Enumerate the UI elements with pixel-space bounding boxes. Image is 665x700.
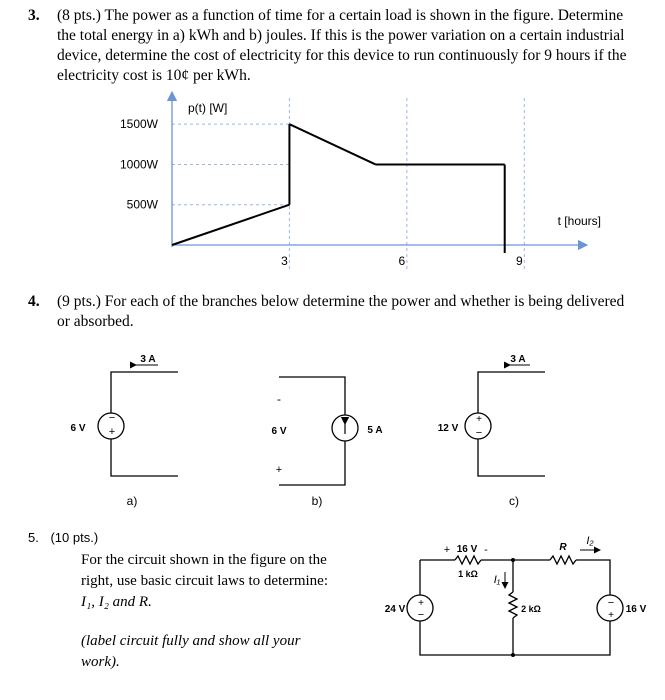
problem-text-line: the total energy in a) kWh and b) joules. If this is the power variation on a certain industrial bbox=[57, 27, 625, 44]
power-segment bbox=[172, 205, 289, 245]
node-dot bbox=[511, 558, 515, 562]
current-label: 3 A bbox=[510, 354, 526, 365]
problem-number: 4. bbox=[28, 293, 40, 310]
voltage-label: 6 V bbox=[271, 426, 287, 437]
chart-labels bbox=[120, 101, 601, 268]
y-tick-label: 1000W bbox=[119, 157, 158, 172]
source-24v-label: 24 V bbox=[384, 604, 406, 615]
voltage-label: 6 V bbox=[70, 423, 86, 434]
y-tick-label: 500W bbox=[126, 197, 158, 212]
minus-sign: - bbox=[277, 392, 281, 406]
source-label: 5 A bbox=[367, 425, 383, 436]
x-tick-label: 3 bbox=[281, 254, 288, 268]
problem-text-line: right, use basic circuit laws to determine: bbox=[81, 573, 329, 589]
resistor-1k-label: 1 kΩ bbox=[458, 569, 478, 579]
problem-number: 5. bbox=[28, 530, 39, 545]
current-i2-label: I₂ bbox=[586, 535, 594, 547]
plus-sign: + bbox=[476, 414, 482, 425]
x-axis-label: t [hours] bbox=[557, 214, 601, 228]
node-dot bbox=[511, 653, 515, 657]
plus-sign: + bbox=[443, 544, 451, 556]
plus-sign: + bbox=[608, 610, 614, 621]
source-16v-label: 16 V bbox=[625, 604, 647, 615]
branch-circuits bbox=[0, 345, 665, 515]
caption-a: a) bbox=[126, 494, 138, 508]
minus-sign: − bbox=[607, 597, 615, 609]
circuit-b bbox=[279, 377, 358, 485]
problem-note-line: (label circuit fully and show all your bbox=[81, 633, 301, 649]
plus-sign: + bbox=[275, 464, 283, 476]
chart-grid bbox=[172, 98, 524, 270]
y-axis-label: p(t) [W] bbox=[188, 101, 228, 115]
plus-sign: + bbox=[108, 426, 116, 438]
problem-text-line: or absorbed. bbox=[57, 313, 134, 330]
resistor-voltage-label: 16 V bbox=[456, 544, 478, 555]
current-i1-label: I₁ bbox=[493, 574, 501, 586]
problem-5-circuit bbox=[0, 520, 665, 700]
resistor-2k bbox=[509, 592, 517, 618]
current-label: 3 A bbox=[140, 354, 156, 365]
minus-sign: − bbox=[417, 609, 425, 621]
resistor-1k bbox=[455, 556, 481, 564]
y-tick-label: 1500W bbox=[119, 117, 158, 132]
problem-text-line: I₁, I₂ and R. bbox=[81, 594, 152, 610]
plus-sign: + bbox=[418, 598, 424, 609]
problem-text-line: (8 pts.) The power as a function of time for a certain load is shown in the figure. Determine bbox=[57, 7, 624, 24]
minus-sign: − bbox=[108, 412, 116, 424]
problem-note-line: work). bbox=[81, 654, 120, 670]
x-tick-label: 9 bbox=[515, 254, 523, 268]
resistor-r bbox=[550, 556, 576, 564]
problem-text-line: electricity cost is 10¢ per kWh. bbox=[57, 67, 251, 84]
resistor-2k-label: 2 kΩ bbox=[521, 604, 541, 614]
caption-c: c) bbox=[509, 494, 519, 508]
problem-text-line: device, determine the cost of electricity for this device to run continuously for 9 hours if the bbox=[57, 47, 627, 64]
minus-sign: − bbox=[475, 427, 483, 439]
problem-text-line: (9 pts.) For each of the branches below determine the power and whether is being delivered bbox=[57, 293, 625, 310]
x-tick-label: 6 bbox=[398, 254, 406, 268]
problem-text-line: For the circuit shown in the figure on the bbox=[81, 552, 327, 568]
chart-series bbox=[172, 124, 505, 253]
resistor-r-label: R bbox=[559, 542, 567, 553]
problem-points: (10 pts.) bbox=[50, 530, 99, 545]
caption-b: b) bbox=[311, 494, 323, 508]
problem-number: 3. bbox=[28, 7, 40, 24]
minus-sign: - bbox=[484, 544, 488, 556]
voltage-label: 12 V bbox=[437, 423, 459, 434]
power-segment bbox=[289, 124, 375, 164]
